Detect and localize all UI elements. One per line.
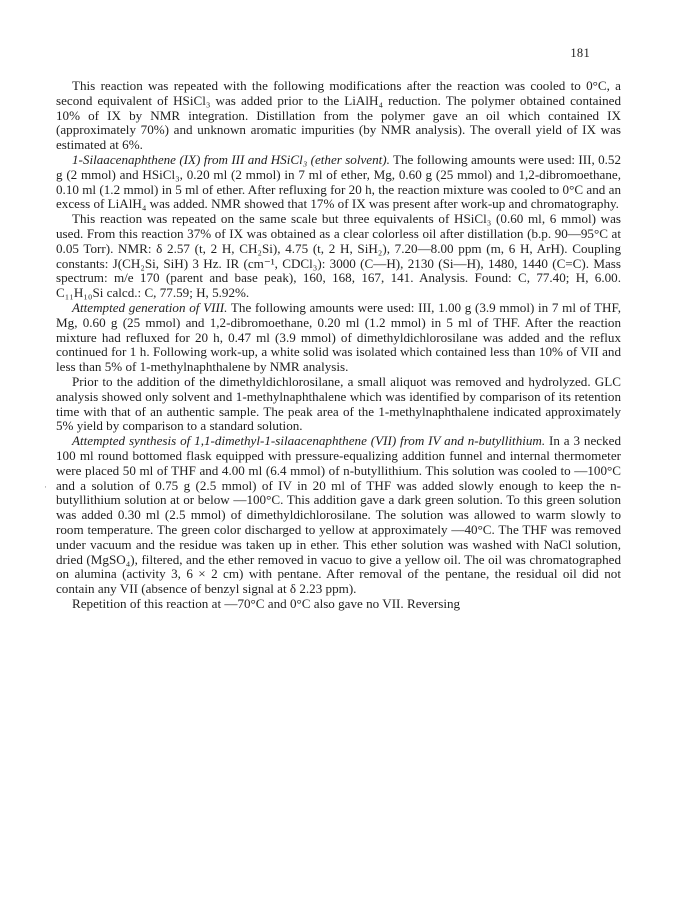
paragraph-text: This reaction was repeated with the following modifications after the reaction was cooled to 0°C, a second equivalent of HSiCl₃ was added prior to the LiAlH₄ reduction. The polymer obtained contained 10% of IX by NMR integration. Distillation from the polymer gave an oil which contained IX (approximately 70%) and unknown aromatic impurities (by NMR analysis). The overall yield of IX was estimated at 6%. (56, 78, 621, 153)
paragraph-1 (56, 79, 621, 153)
paragraph-text: The following amounts were used: III, 1.00 g (3.9 mmol) in 7 ml of THF, Mg, 0.60 g (25 mmol) and 1,2-dibromoethane, 0.20 ml (1.2 mmol) in 5 ml of THF. After the reaction mixture had refluxed for 20 h, 0.47 ml (3.9 mmol) of dimethyldichlorosilane was added and the reflux continued for 1 h. Following work-up, a white solid was isolated which contained less than 10% of VII and less than 5% of 1-methylnaphthalene by NMR analysis. (56, 299, 621, 375)
paragraph-2 (56, 153, 621, 212)
paragraph-text: Prior to the addition of the dimethyldichlorosilane, a small aliquot was removed and hydrolyzed. GLC analysis showed only solvent and 1-methylnaphthalene which was identified by comparison of its retention time with that of an authentic sample. The peak area of the 1-methylnaphthalene indicated approximately 5% yield by comparison to a standard solution. (56, 373, 621, 434)
paragraph-heading: Attempted synthesis of 1,1-dimethyl-1-silaacenaphthene (VII) from IV and n-butyllithium. (72, 433, 546, 449)
paragraph-text: Repetition of this reaction at —70°C and 0°C also gave no VII. Reversing (72, 595, 461, 611)
paragraph-text: The following amounts were used: III, 0.52 g (2 mmol) and HSiCl₃, 0.20 ml (2 mmol) in 7 ml of ether, Mg, 0.60 g (25 mmol) and 1,2-dibromoethane, 0.10 ml (1.2 mmol) in 5 ml of ether. After refluxing for 20 h, the reaction mixture was cooled to 0°C and an excess of LiAlH₄ was added. NMR showed that 17% of IX was present after work-up and chromatography. (56, 151, 621, 212)
paragraph-4 (56, 301, 621, 375)
paragraph-text: This reaction was repeated on the same scale but three equivalents of HSiCl₃ (0.60 ml, 6 mmol) was used. From this reaction 37% of IX was obtained as a clear colorless oil after distillation (b.p. 90—95°C at 0.05 Torr). NMR: δ 2.57 (t, 2 H, CH₂Si), 4.75 (t, 2 H, SiH₂), 7.20—8.00 ppm (m, 6 H, ArH). Coupling constants: J(CH₂Si, SiH) 3 Hz. IR (cm⁻¹, CDCl₃): 3000 (C—H), 2130 (Si—H), 1480, 1440 (C=C). Mass spectrum: m/e 170 (parent and base peak), 160, 168, 167, 141. Analysis. Found: C, 77.40; H, 6.00. C₁₁H₁₀Si calcd.: C, 77.59; H, 5.92%. (56, 211, 621, 301)
body-text (56, 79, 621, 612)
scan-speck: · (44, 482, 47, 492)
paragraph-heading: 1-Silaacenaphthene (IX) from III and HSiCl₃ (ether solvent). (72, 151, 390, 167)
paragraph-heading: Attempted generation of VIII. (72, 299, 228, 315)
page-number: 181 (570, 46, 590, 60)
paragraph-text: In a 3 necked 100 ml round bottomed flask equipped with pressure-equalizing addition funnel and internal thermometer were placed 50 ml of THF and 4.00 ml (6.4 mmol) of n-butyllithium. This solution was cooled to —100°C and a solution of 0.75 g (2.5 mmol) of IV in 20 ml of THF was added slowly enough to keep the n-butyllithium solution at or below —100°C. This addition gave a dark green solution. To this green solution was added 0.30 ml (2.5 mmol) of dimethyldichlorosilane. The solution was allowed to warm slowly to room temperature. The green color discharged to yellow at approximately —40°C. The THF was removed under vacuum and the residue was taken up in ether. This ether solution was washed with NaCl solution, dried (MgSO₄), filtered, and the ether removed in vacuo to give a yellow oil. The oil was chromatographed on alumina (activity 3, 6 × 2 cm) with pentane. After removal of the pentane, the residual oil did not contain any VII (absence of benzyl signal at δ 2.23 ppm). (56, 433, 621, 597)
paragraph-6 (56, 434, 621, 597)
paragraph-7 (56, 597, 621, 612)
paragraph-3 (56, 212, 621, 301)
paragraph-5 (56, 375, 621, 434)
